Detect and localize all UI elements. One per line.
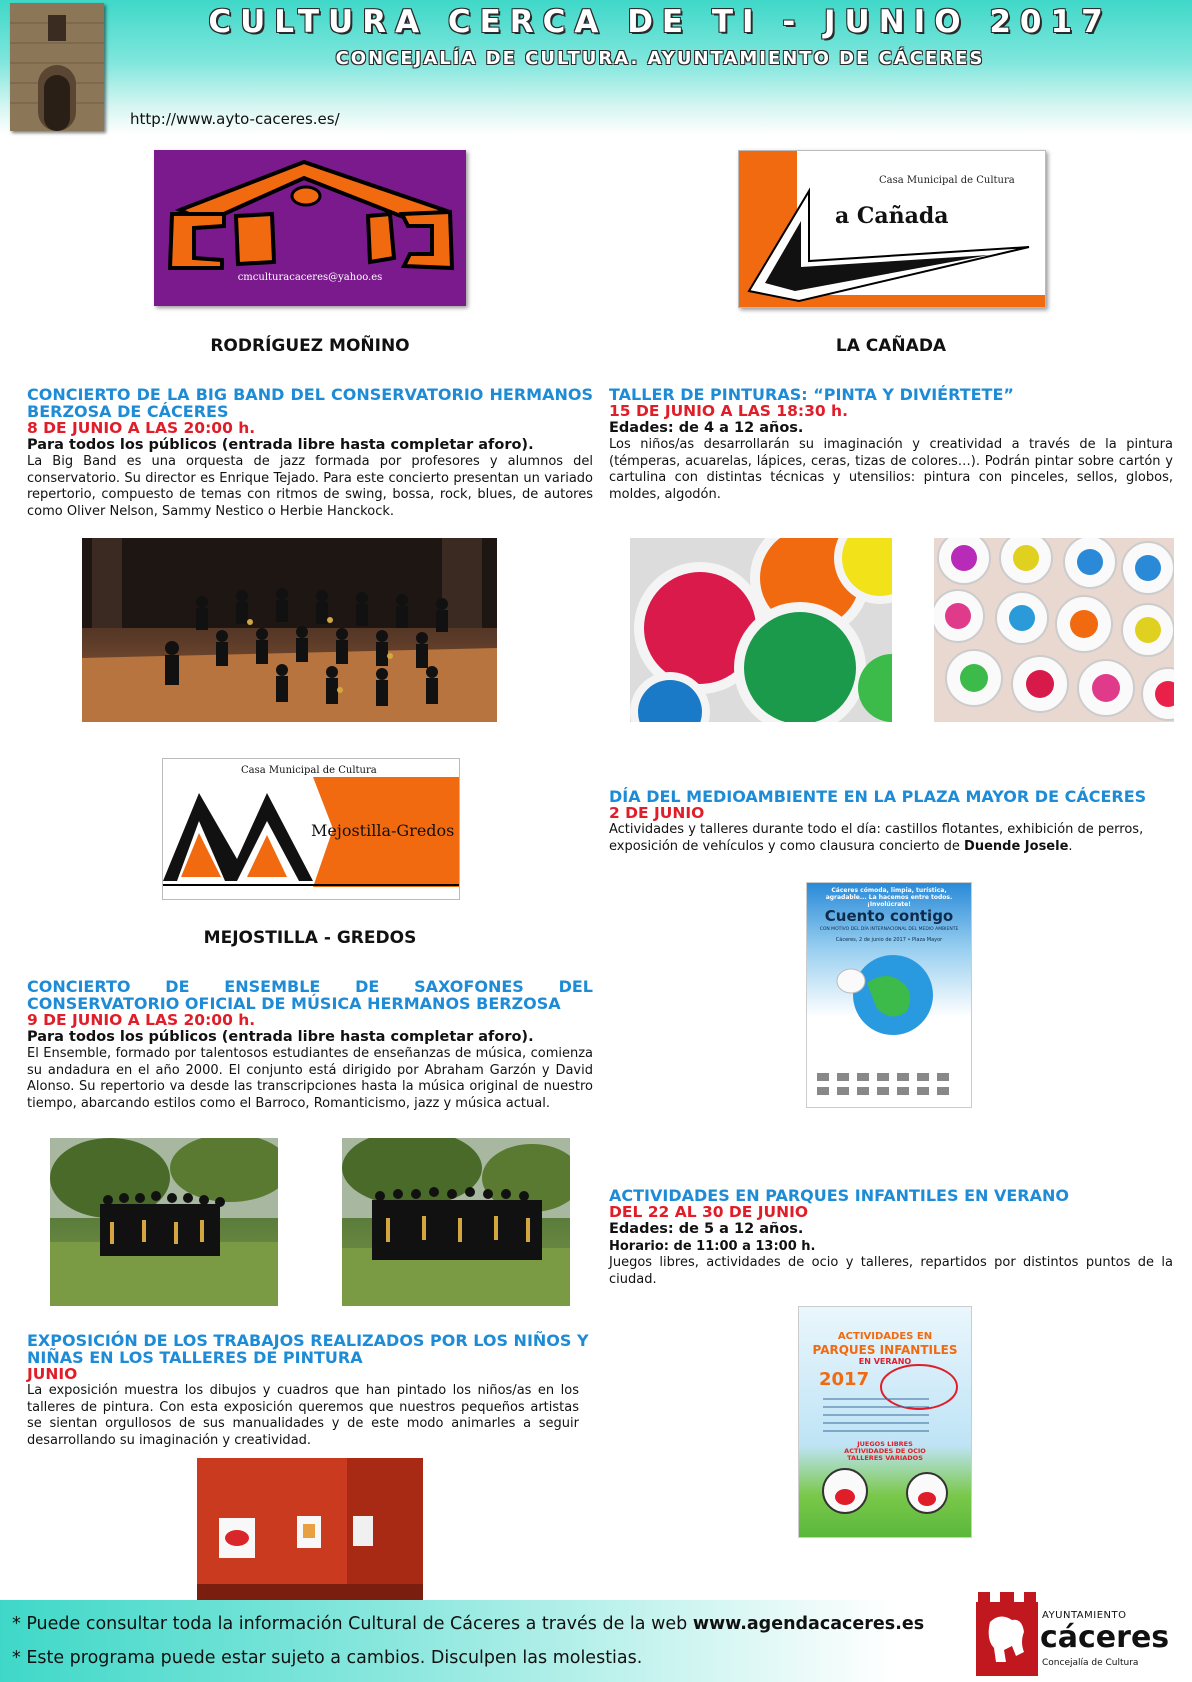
event-bigband bbox=[27, 386, 593, 520]
paint-pots-photo bbox=[630, 538, 892, 722]
canada-logo bbox=[738, 150, 1046, 308]
poster-title-line3: EN VERANO bbox=[858, 1357, 912, 1366]
event-date: DEL 22 AL 30 DE JUNIO bbox=[609, 1203, 809, 1221]
event-date: 8 DE JUNIO A LAS 20:00 h. bbox=[27, 419, 256, 437]
event-date: 2 DE JUNIO bbox=[609, 804, 705, 822]
building-photo bbox=[10, 3, 104, 131]
event-hours: Horario: de 11:00 a 13:00 h. bbox=[609, 1239, 816, 1254]
event-description: Juegos libres, actividades de ocio y talleres, repartidos por distintos puntos de la ciudad. bbox=[609, 1255, 1173, 1287]
exposition-photo bbox=[197, 1458, 423, 1602]
venue-mejostilla: MEJOSTILLA - GREDOS bbox=[203, 928, 417, 948]
event-date: 15 DE JUNIO A LAS 18:30 h. bbox=[609, 402, 848, 420]
venue-monino: RODRÍGUEZ MOÑINO bbox=[210, 336, 410, 356]
agenda-link[interactable]: www.agendacaceres.es bbox=[692, 1614, 925, 1634]
event-description: La exposición muestra los dibujos y cuadros que han pintado los niños/as en los talleres de pintura. Con esta exposición queremos que nuestros pequeños artistas se sientan orgullosos de sus manualidades y de este modo animarles a seguir desarrollando su imaginación y creatividad. bbox=[27, 1383, 579, 1448]
stamps-photo bbox=[934, 538, 1174, 722]
monino-email: cmculturacaceres@yahoo.es bbox=[237, 272, 383, 283]
poster-title: Cuento contigo bbox=[824, 907, 954, 925]
cuento-contigo-poster bbox=[806, 882, 972, 1108]
event-title: CONCIERTO DE LA BIG BAND DEL CONSERVATORIO HERMANOS BERZOSA DE CÁCERES bbox=[27, 385, 593, 421]
poster-date: Cáceres, 2 de junio de 2017 • Plaza Mayor bbox=[835, 937, 943, 943]
event-date: JUNIO bbox=[27, 1365, 78, 1383]
logo-subtitle: Concejalía de Cultura bbox=[1042, 1658, 1139, 1668]
event-title: EXPOSICIÓN DE LOS TRABAJOS REALIZADOS POR LOS NIÑOS Y NIÑAS EN LOS TALLERES DE PINTURA bbox=[27, 1331, 589, 1367]
page-title: CULTURA CERCA DE TI - JUNIO 2017 bbox=[208, 4, 1112, 40]
logo-top-text: AYUNTAMIENTO bbox=[1042, 1610, 1127, 1621]
venue-canada: LA CAÑADA bbox=[835, 336, 947, 356]
saxophones-photo-1 bbox=[50, 1138, 278, 1306]
saxophones-photo-2 bbox=[342, 1138, 570, 1306]
website-link[interactable]: http://www.ayto-caceres.es/ bbox=[130, 110, 340, 128]
event-description: Los niños/as desarrollarán su imaginación y creatividad a través de la pintura (témperas, acuarelas, lápices, ceras, tizas de colores…). Podrán pintar sobre cartón y cartulina con distintas técnicas y utensilios: pintura con pinceles, sellos, globos, moldes, algodón. bbox=[609, 437, 1173, 502]
poster-top-text: Cáceres cómoda, limpia, turística, agradable... La hacemos entre todos. ¡Involúcrate! bbox=[825, 887, 953, 908]
event-ages: Edades: de 4 a 12 años. bbox=[609, 420, 804, 436]
poster-bottom-text: JUEGOS LIBRES ACTIVIDADES DE OCIO TALLERES VARIADOS bbox=[844, 1440, 926, 1462]
event-date: 9 DE JUNIO A LAS 20:00 h. bbox=[27, 1011, 256, 1029]
mejostilla-logo bbox=[162, 758, 460, 900]
castle-lion-icon bbox=[976, 1592, 1038, 1676]
bigband-photo bbox=[82, 538, 497, 722]
event-saxofones bbox=[27, 978, 593, 1112]
event-medioambiente bbox=[609, 788, 1173, 855]
ayuntamiento-logo bbox=[976, 1592, 1190, 1680]
footer-disclaimer: * Este programa puede estar sujeto a cambios. Disculpen las molestias. bbox=[12, 1648, 643, 1668]
poster-subtitle: CON MOTIVO DEL DÍA INTERNACIONAL DEL MEDIO AMBIENTE bbox=[819, 927, 959, 932]
event-exposicion bbox=[27, 1332, 593, 1449]
event-description: El Ensemble, formado por talentosos estudiantes de enseñanzas de música, comienza su andadura en el año 2000. El conjunto está dirigido por Abraham Garzón y David Alonso. Su repertorio va desde las transcripciones hasta la música original de nuestro tiempo, abarcando estilos como el Barroco, Romanticismo, jazz y música actual. bbox=[27, 1046, 593, 1111]
mejostilla-label-name: Mejostilla-Gredos bbox=[311, 821, 455, 840]
canada-label-name: a Cañada bbox=[835, 203, 949, 229]
canada-label-small: Casa Municipal de Cultura bbox=[879, 175, 1015, 186]
event-title: TALLER DE PINTURAS: “PINTA Y DIVIÉRTETE” bbox=[609, 385, 1014, 404]
event-title: CONCIERTO DE ENSEMBLE DE SAXOFONES DEL CONSERVATORIO OFICIAL DE MÚSICA HERMANOS BERZOSA bbox=[27, 977, 593, 1013]
event-title: DÍA DEL MEDIOAMBIENTE EN LA PLAZA MAYOR DE CÁCERES bbox=[609, 787, 1147, 806]
event-description: La Big Band es una orquesta de jazz formada por profesores y alumnos del conservatorio. Su director es Enrique Tejado. Para este concierto presentan un variado repertorio, compuesto de temas con ritmos de swing, bossa, rock, blues, de autores como Oliver Nelson, Sammy Nestico o Herbie Hanckock. bbox=[27, 454, 593, 519]
event-parques bbox=[609, 1187, 1173, 1288]
logo-name: cáceres bbox=[1040, 1620, 1170, 1655]
page-subtitle: CONCEJALÍA DE CULTURA. AYUNTAMIENTO DE CÁCERES bbox=[335, 48, 985, 69]
monino-logo bbox=[154, 150, 466, 306]
mejostilla-label-small: Casa Municipal de Cultura bbox=[241, 765, 377, 776]
footer-info-line: * Puede consultar toda la información Cultural de Cáceres a través de la web www.agendacaceres.es bbox=[12, 1614, 925, 1634]
poster-year: 2017 bbox=[819, 1369, 870, 1390]
event-description: Actividades y talleres durante todo el día: castillos flotantes, exhibición de perros, exposición de vehículos y como clausura concierto de Duende Josele. bbox=[609, 822, 1144, 854]
event-pintura bbox=[609, 386, 1173, 503]
event-audience: Para todos los públicos (entrada libre hasta completar aforo). bbox=[27, 1029, 534, 1045]
event-title: ACTIVIDADES EN PARQUES INFANTILES EN VERANO bbox=[609, 1186, 1069, 1205]
poster-title-line2: PARQUES INFANTILES bbox=[812, 1343, 958, 1357]
parques-poster bbox=[798, 1306, 972, 1538]
event-ages: Edades: de 5 a 12 años. bbox=[609, 1221, 804, 1237]
poster-title-line1: ACTIVIDADES EN bbox=[837, 1331, 933, 1342]
event-audience: Para todos los públicos (entrada libre hasta completar aforo). bbox=[27, 437, 534, 453]
